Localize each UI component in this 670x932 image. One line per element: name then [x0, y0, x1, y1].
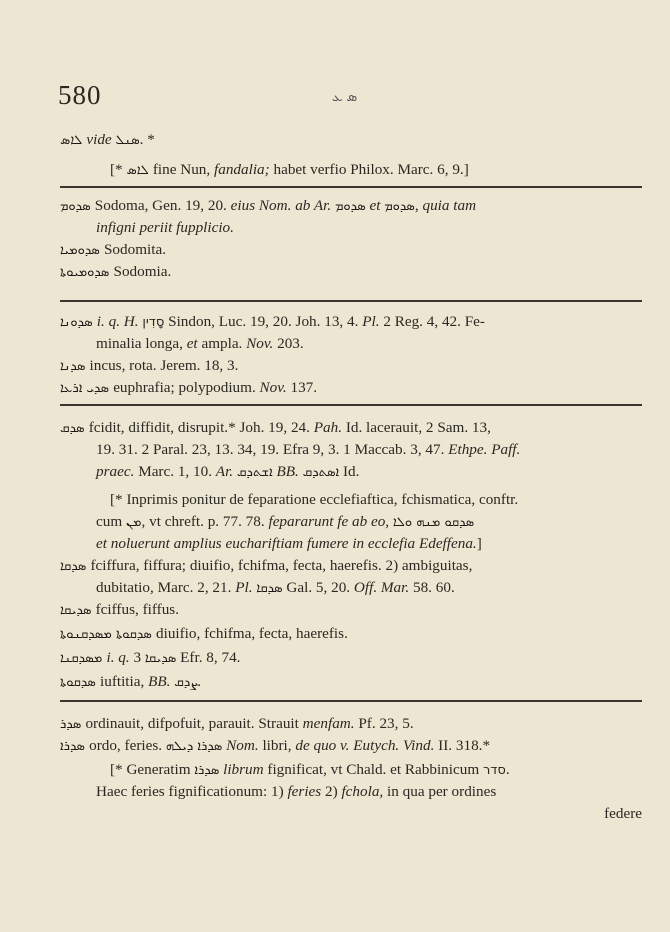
text-segment: Off. Mar. — [353, 579, 410, 596]
text-segment: cum — [96, 513, 126, 530]
text-segment: i. q. H. — [96, 313, 139, 330]
text-line — [96, 578, 642, 599]
text-segment: praec. — [96, 463, 135, 480]
text-line — [96, 218, 642, 238]
text-segment: Pf. 23, 5. — [354, 715, 414, 732]
syriac-term: ܠܐܣ — [126, 163, 153, 178]
text-segment: diuifio, fchifma, fecta, haerefis. — [156, 625, 348, 642]
text-segment: infigni periit fupplicio. — [96, 219, 234, 236]
text-segment: eius Nom. ab Ar. — [230, 197, 332, 214]
text-segment: Nom. — [226, 737, 259, 754]
text-segment: , vt chreft. p. 77. 78. — [141, 513, 269, 530]
text-segment: minalia longa, — [96, 335, 187, 352]
text-segment: et — [365, 197, 385, 214]
text-line — [96, 462, 642, 483]
syriac-term: ܣܕܩܐ — [256, 581, 283, 596]
text-segment: fandalia; — [214, 161, 270, 178]
text-segment: 2) — [321, 783, 342, 800]
text-line — [96, 440, 642, 460]
syriac-term: ܣܕܪܐ — [194, 763, 220, 778]
text-segment: Nov. — [259, 379, 287, 396]
text-segment: ampla. — [197, 335, 247, 352]
text-segment: , — [414, 197, 423, 214]
note-line — [110, 760, 642, 781]
dictionary-entry-line — [60, 556, 642, 577]
text-segment: 3 Efr. 8, 74. — [133, 649, 241, 666]
syriac-term: ܣܕܝܩܐ — [60, 603, 96, 618]
text-segment: in qua per ordines — [383, 783, 497, 800]
text-segment: 58. 60. — [409, 579, 455, 596]
syriac-term: ܣܕܝ ܐܪܥܐ — [60, 381, 114, 396]
text-segment: fciffura, fiffura; diuifio, fchifma, fecta, haerefis. 2) ambiguitas, — [90, 557, 473, 574]
text-segment: BB. — [276, 463, 299, 480]
text-line — [96, 782, 642, 802]
text-line — [96, 512, 642, 533]
text-segment: Sodoma, Gen. 19, 20. — [94, 197, 231, 214]
hebrew-term: סָדִין — [142, 315, 165, 330]
text-segment: [* — [110, 161, 127, 178]
text-segment: federe — [604, 805, 642, 822]
section-rule — [60, 404, 642, 406]
syriac-term: ܡܢ — [125, 515, 142, 530]
text-segment: fchola, — [341, 783, 384, 800]
text-segment: Pl. — [362, 313, 380, 330]
text-segment: libri, — [258, 737, 296, 754]
text-segment: . — [197, 673, 202, 690]
text-segment: 203. — [273, 335, 304, 352]
text-segment: . — [505, 761, 510, 778]
dictionary-entry-line — [60, 378, 642, 399]
dictionary-entry-line — [60, 624, 642, 645]
syriac-term: ܣܕܪ — [60, 717, 86, 732]
text-segment: ordinauit, difpofuit, parauit. Strauit — [85, 715, 303, 732]
syriac-term: ܣܕܩܘܬܐ — [60, 675, 100, 690]
text-segment: 2 Reg. 4, 42. Fe- — [379, 313, 485, 330]
text-segment: 19. 31. 2 Paral. 23, 13. 34, 19. Efra 9, 3. 1 Maccab. 3, 47. — [96, 441, 449, 458]
text-segment: librum — [223, 761, 264, 778]
dictionary-entry-line — [60, 672, 642, 693]
text-segment: menfam. — [302, 715, 355, 732]
syriac-term: ܣܕܩ — [60, 421, 89, 436]
syriac-term: ܣܕܩܐ — [60, 559, 91, 574]
text-segment: Haec feries fignificationum: 1) — [96, 783, 288, 800]
header-mark: ܣ ܥ — [332, 90, 358, 105]
text-segment: Pah. — [313, 419, 343, 436]
section-rule — [60, 700, 642, 702]
dictionary-entry-line — [60, 736, 642, 757]
text-line — [96, 334, 642, 354]
text-segment: fepararunt fe ab eo, — [268, 513, 390, 530]
hebrew-term: סדר — [482, 763, 506, 778]
text-segment: BB. — [148, 673, 171, 690]
text-segment: fignificat, vt Chald. et Rabbinicum — [263, 761, 483, 778]
text-segment: . * — [139, 131, 155, 148]
text-segment: Sodomia. — [113, 263, 172, 280]
syriac-term: ܐܫܬܕܩ — [236, 465, 273, 480]
syriac-term: ܣܕܘܡܝܐ — [60, 243, 104, 258]
text-segment: fcidit, diffidit, disrupit.* Joh. 19, 24. — [88, 419, 314, 436]
dictionary-entry-line — [60, 356, 642, 377]
text-segment: Sindon, Luc. 19, 20. Joh. 13, 4. — [164, 313, 363, 330]
text-segment: de quo v. Eutych. Vind. — [295, 737, 435, 754]
dictionary-entry-line — [60, 262, 642, 283]
dictionary-entry-line — [60, 196, 642, 217]
note-line — [110, 160, 642, 181]
text-segment: Ethpe. Paff. — [448, 441, 521, 458]
syriac-term: ܣܢܠ — [115, 133, 140, 148]
dictionary-entry-line — [60, 240, 642, 261]
text-segment: II. 318.* — [434, 737, 491, 754]
text-segment: fciffus, fiffus. — [95, 601, 180, 618]
syriac-term: ܨܕܩ — [174, 675, 198, 690]
syriac-term: ܣܕܘܡ — [60, 199, 95, 214]
syriac-term: ܣܕܢܐ — [60, 359, 90, 374]
note-line — [110, 490, 642, 510]
dictionary-entry-line — [60, 714, 642, 735]
text-line — [60, 804, 642, 824]
text-segment: Id. lacerauit, 2 Sam. 13, — [342, 419, 491, 436]
syriac-term: ܣܕܝܩܐ — [144, 651, 177, 666]
text-segment: 137. — [286, 379, 318, 396]
syriac-term: ܣܕܩܘܬܐ ܡܣܕܩܢܘܬܐ — [60, 627, 156, 642]
dictionary-entry-line — [60, 600, 642, 621]
dictionary-entry-line — [60, 418, 642, 439]
syriac-term: ܣܕܘܡ — [335, 199, 366, 214]
text-segment: Id. — [339, 463, 360, 480]
syriac-term: ܣܕܘܡܝܘܬܐ — [60, 265, 114, 280]
dictionary-entry-line — [60, 312, 642, 333]
text-segment: Nov. — [246, 335, 274, 352]
text-segment: Gal. 5, 20. — [282, 579, 354, 596]
text-segment: quia tam — [422, 197, 477, 214]
text-segment: dubitatio, Marc. 2, 21. — [96, 579, 236, 596]
dictionary-entry-line — [60, 130, 642, 151]
text-segment: Sodomita. — [103, 241, 166, 258]
text-segment: feries — [287, 783, 322, 800]
dictionary-entry-line — [60, 648, 642, 669]
text-segment: ordo, feries. — [89, 737, 166, 754]
syriac-term: ܣܕܘܢܐ — [60, 315, 97, 330]
text-segment: et noluerunt amplius euchariftiam fumere in ecclefia Edeffena. — [96, 535, 477, 552]
text-segment: fine Nun, — [152, 161, 214, 178]
section-rule — [60, 300, 642, 302]
text-segment: euphrafia; polypodium. — [113, 379, 260, 396]
text-segment: Pl. — [235, 579, 253, 596]
text-segment: habet verfio Philox. Marc. 6, 9.] — [269, 161, 469, 178]
syriac-term: ܣܕܘܡ — [384, 199, 415, 214]
text-segment: i. q. — [106, 649, 130, 666]
syriac-term: ܐܣܬܕܩ — [302, 465, 340, 480]
text-segment: et — [186, 335, 198, 352]
syriac-term: ܡܣܕܩܢܐ — [60, 651, 107, 666]
text-segment: incus, rota. Jerem. 18, 3. — [89, 357, 239, 374]
syriac-term: ܣܕܩܘ ܡܢܗ ܘܠܐ — [392, 515, 475, 530]
syriac-term: ܣܕܪܐ — [60, 739, 90, 754]
text-line — [96, 534, 642, 554]
syriac-term: ܣܕܪܐ ܕܝܠܗ — [165, 739, 223, 754]
text-segment: [* Generatim — [110, 761, 195, 778]
syriac-term: ܠܐܣ — [60, 133, 87, 148]
page-number: 580 — [58, 80, 102, 110]
text-segment: vide — [86, 131, 116, 148]
text-segment: Marc. 1, 10. — [134, 463, 216, 480]
section-rule — [60, 186, 642, 188]
text-segment: [* Inprimis ponitur de feparatione ecclefiaftica, fchismatica, conftr. — [110, 491, 519, 508]
text-segment: ] — [476, 535, 482, 552]
text-segment: iuftitia, — [100, 673, 149, 690]
text-segment: Ar. — [215, 463, 234, 480]
